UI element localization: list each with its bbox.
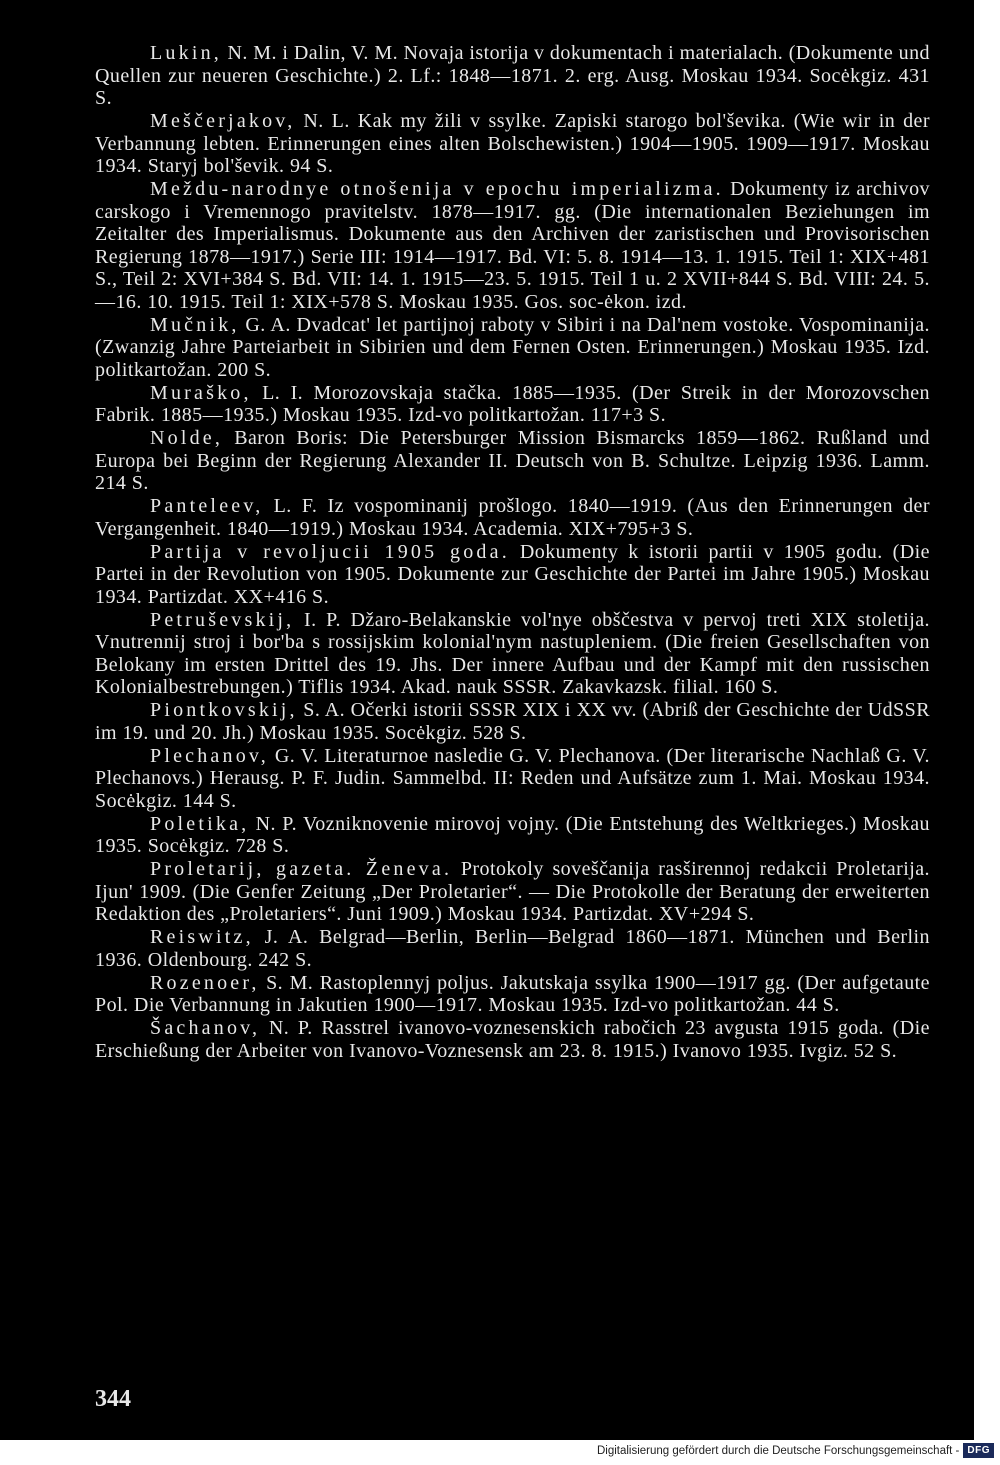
- bibliography-entry: [95, 926, 930, 971]
- entry-author: Plechanov,: [150, 744, 270, 767]
- bibliography-entry: [95, 314, 930, 382]
- entry-text: L. F. Iz vospominanij prošlogo. 1840—1919. (Aus den Erinnerungen der Vergangenheit. 1840—1919.) Moskau 1934. Academia. XIX+795+3 S.: [95, 495, 930, 540]
- entry-author: Meščerjakov,: [150, 110, 296, 132]
- bibliography-entry: [95, 178, 930, 313]
- entry-text: L. I. Morozovskaja stačka. 1885—1935. (Der Streik in der Morozovschen Fabrik. 1885—1935.) Moskau 1935. Izd-vo politkartožan. 117+3 S.: [95, 381, 930, 426]
- entry-author: Piontkovskij,: [150, 699, 298, 721]
- entry-author: Reiswitz,: [150, 926, 254, 948]
- entry-text: N. M. i Dalin, V. M. Novaja istorija v dokumentach i materialach. (Dokumente und Quellen zur neueren Geschichte.) 2. Lf.: 1848—1871. 2. erg. Ausg. Moskau 1934. Socėkgiz. 431 S.: [95, 42, 930, 109]
- entry-author: Partija v revoljucii 1905 goda.: [150, 540, 510, 563]
- entry-author: Šachanov,: [150, 1017, 261, 1039]
- entry-text: N. P. Rasstrel ivanovo-voznesenskich rabočich 23 avgusta 1915 goda. (Die Erschießung der Arbeiter von Ivanovo-Voznesensk am 23. 8. 1915.) Ivanovo 1935. Ivgiz. 52 S.: [95, 1017, 930, 1062]
- entry-author: Muraško,: [150, 381, 252, 404]
- entry-author: Mučnik,: [150, 313, 240, 336]
- entry-author: Lukin,: [150, 42, 222, 64]
- footer-text: Digitalisierung gefördert durch die Deutsche Forschungsgemeinschaft -: [596, 1444, 960, 1457]
- digitization-footer: [597, 1443, 994, 1458]
- entry-author: Poletika,: [150, 812, 250, 835]
- page-number: 344: [95, 1386, 131, 1412]
- bibliography-entry: [95, 1017, 930, 1062]
- bibliography-entry: [95, 745, 930, 813]
- bibliography-entry: [95, 609, 930, 699]
- entry-text: G. V. Literaturnoe nasledie G. V. Plechanova. (Der literarische Nachlaß G. V. Plechanovs.) Herausg. P. F. Judin. Sammelbd. II: Reden und Aufsätze zum 1. Mai. Moskau 1934. Socėkgiz. 144 S.: [95, 744, 930, 812]
- bibliography-entry: [95, 495, 930, 540]
- entry-text: N. P. Vozniknovenie mirovoj vojny. (Die Entstehung des Weltkrieges.) Moskau 1935. Socėkgiz. 728 S.: [95, 812, 930, 857]
- entry-text: S. A. Očerki istorii SSSR XIX i XX vv. (Abriß der Geschichte der UdSSR im 19. und 20. Jh.) Moskau 1935. Socėkgiz. 528 S.: [95, 699, 930, 744]
- entry-author: Rozenoer,: [150, 971, 260, 994]
- entry-text: J. A. Belgrad—Berlin, Berlin—Belgrad 1860—1871. München und Berlin 1936. Oldenbourg. 242 S.: [95, 926, 930, 971]
- bibliography-entry: [95, 382, 930, 427]
- entry-text: S. M. Rastoplennyj poljus. Jakutskaja ssylka 1900—1917 gg. (Der aufgetaute Pol. Die Verbannung in Jakutien 1900—1917. Moskau 1935. Izd-vo politkartožan. 44 S.: [95, 971, 930, 1016]
- entry-author: Nolde,: [150, 427, 224, 449]
- entry-author: Panteleev,: [150, 495, 264, 517]
- bibliography-entry: [95, 427, 930, 495]
- bibliography-entry: [95, 541, 930, 609]
- entry-text: G. A. Dvadcat' let partijnoj raboty v Sibiri i na Dal'nem vostoke. Vospominanija. (Zwanzig Jahre Parteiarbeit in Sibirien und dem Fernen Osten. Erinnerungen.) Moskau 1935. Izd. politkartožan. 200 S.: [95, 313, 930, 381]
- entry-text: I. P. Džaro-Belakanskie vol'nye obščestva v pervoj treti XIX stoletija. Vnutrennij stroj i bor'ba s rossijskim kolonial'nym nastupleniem. (Die freien Gesellschaften von Belokany im ersten Drittel des 19. Jhs. Der innere Aufbau und der Kampf mit den russischen Kolonialbestrebungen.) Tiflis 1934. Akad. nauk SSSR. Zakavkazsk. filial. 160 S.: [95, 608, 930, 698]
- entry-text: N. L. Kak my žili v ssylke. Zapiski starogo bol'ševika. (Wie wir in der Verbannung lebten. Erinnerungen eines alten Bolschewisten.) 1904—1905. 1909—1917. Moskau 1934. Staryj bol'ševik. 94 S.: [95, 110, 930, 177]
- entry-text: Baron Boris: Die Petersburger Mission Bismarcks 1859—1862. Rußland und Europa bei Beginn der Regierung Alexander II. Deutsch von B. Schultze. Leipzig 1936. Lamm. 214 S.: [95, 427, 930, 494]
- bibliography-entry: [95, 813, 930, 858]
- dfg-logo: DFG: [963, 1443, 994, 1458]
- bibliography-entry: [95, 972, 930, 1017]
- entry-text: Protokoly soveščanija rasširennoj redakcii Proletarija. Ijun' 1909. (Die Genfer Zeitung „Der Proletarier“. — Die Protokolle der Beratung der erweiterten Redaktion des „Proletariers“. Juni 1909.) Moskau 1934. Partizdat. XV+294 S.: [95, 858, 930, 925]
- bibliography-entry: [95, 699, 930, 744]
- bibliography-entry: [95, 42, 930, 110]
- entry-text: Dokumenty iz archivov carskogo i Vremennogo pravitelstv. 1878—1917. gg. (Die internationalen Beziehungen im Zeitalter des Imperialismus. Dokumente aus den Archiven der zaristischen und Provisorischen Regierung 1878—1917.) Serie III: 1914—1917. Bd. VI: 5. 8. 1914—13. 1. 1915. Teil 1: XIX+481 S., Teil 2: XVI+384 S. Bd. VII: 14. 1. 1915—23. 5. 1915. Teil 1 u. 2 XVII+844 S. Bd. VIII: 24. 5.—16. 10. 1915. Teil 1: XIX+578 S. Moskau 1935. Gos. soc-ėkon. izd.: [95, 178, 930, 313]
- entry-text: Dokumenty k istorii partii v 1905 godu. (Die Partei in der Revolution von 1905. Dokumente zur Geschichte der Partei im Jahre 1905.) Moskau 1934. Partizdat. XX+416 S.: [95, 540, 930, 608]
- entry-author: Meždu-narodnye otnošenija v epochu imperializma.: [150, 178, 724, 200]
- entry-author: Proletarij, gazeta. Ženeva.: [150, 858, 453, 880]
- bibliography-entry: [95, 110, 930, 178]
- bibliography-entry: [95, 858, 930, 926]
- bibliography-list: [95, 42, 930, 1063]
- entry-author: Petruševskij,: [150, 608, 295, 631]
